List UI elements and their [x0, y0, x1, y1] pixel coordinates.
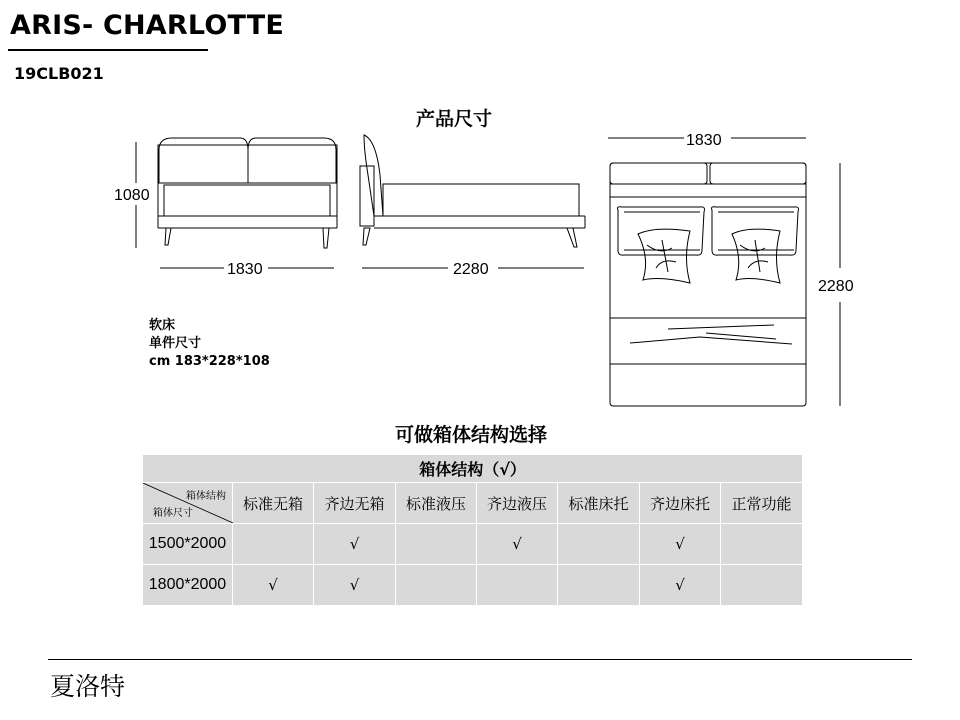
side-view-drawing [360, 135, 585, 268]
spec-size-label: 单件尺寸 [149, 336, 202, 351]
front-view-drawing [136, 138, 337, 268]
table-header-row [143, 483, 803, 524]
table-cell [721, 524, 803, 565]
column-header: 齐边无箱 [314, 483, 396, 524]
table-row [143, 565, 803, 606]
table-cell [233, 524, 314, 565]
spec-block [149, 317, 270, 371]
table-corner-cell [143, 483, 233, 524]
table-cell [396, 565, 477, 606]
model-code: 19CLB021 [14, 64, 104, 83]
table-cell: √ [640, 565, 721, 606]
table-cell: √ [640, 524, 721, 565]
footer-product-name: 夏洛特 [50, 672, 126, 701]
table-cell [396, 524, 477, 565]
table-cell: √ [314, 524, 396, 565]
column-header: 标准床托 [558, 483, 640, 524]
table-row [143, 524, 803, 565]
column-header: 齐边床托 [640, 483, 721, 524]
table-cell [558, 524, 640, 565]
spec-size-value: cm 183*228*108 [149, 354, 270, 369]
footer-rule [48, 659, 912, 660]
page-title: ARIS- CHARLOTTE [10, 10, 284, 41]
top-length-label: 2280 [818, 278, 854, 295]
column-header: 标准液压 [396, 483, 477, 524]
table-cell: √ [477, 524, 558, 565]
table-cell [558, 565, 640, 606]
front-height-label: 1080 [114, 187, 150, 204]
row-size-label: 1800*2000 [143, 565, 233, 606]
corner-bottom-label: 箱体尺寸 [153, 508, 193, 519]
structure-table-header: 箱体结构（√） [143, 455, 803, 483]
structure-table [142, 454, 803, 606]
column-header: 标准无箱 [233, 483, 314, 524]
table-cell [477, 565, 558, 606]
table-cell [721, 565, 803, 606]
dimensions-title: 产品尺寸 [416, 108, 493, 130]
corner-top-label: 箱体结构 [186, 491, 226, 502]
side-length-label: 2280 [453, 261, 489, 278]
row-size-label: 1500*2000 [143, 524, 233, 565]
column-header: 正常功能 [721, 483, 803, 524]
top-width-label: 1830 [686, 132, 722, 149]
top-view-drawing [608, 138, 840, 406]
table-cell: √ [314, 565, 396, 606]
spec-type: 软床 [149, 318, 176, 333]
front-width-label: 1830 [227, 261, 263, 278]
structure-title: 可做箱体结构选择 [395, 424, 548, 446]
column-header: 齐边液压 [477, 483, 558, 524]
table-cell: √ [233, 565, 314, 606]
